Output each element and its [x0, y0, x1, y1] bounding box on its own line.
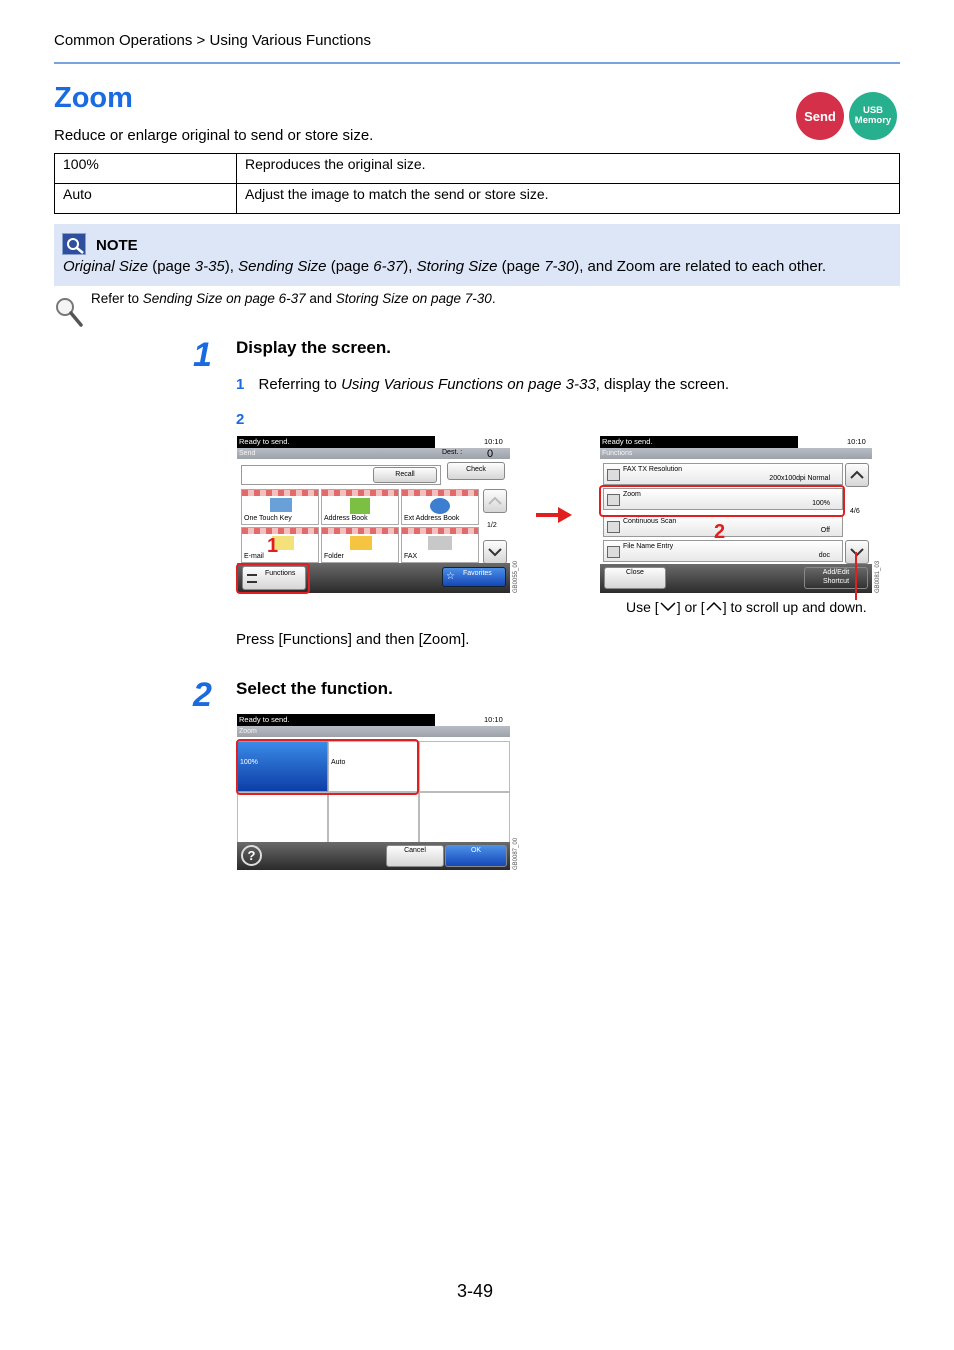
zoom-options-callout-box — [236, 739, 419, 795]
scroll-up-button[interactable] — [483, 489, 507, 513]
ref-suffix: . — [491, 291, 496, 306]
file-name-icon — [607, 546, 620, 558]
usb-badge-line2: Memory — [854, 115, 892, 126]
figure-code: GB0081_03 — [875, 560, 881, 593]
add-edit-line1: Add/Edit — [822, 569, 850, 576]
tile-label: Address Book — [324, 515, 368, 522]
row-value: 200x100dpi Normal — [769, 475, 830, 482]
description-cell: Adjust the image to match the send or store size. — [237, 184, 900, 214]
note-text-part: ), — [224, 258, 239, 275]
chevron-down-icon — [659, 600, 677, 612]
empty-option — [237, 792, 328, 843]
tile-label: Folder — [324, 553, 344, 560]
note-ref-page: 6-37 — [373, 258, 404, 275]
fax-icon — [428, 536, 452, 550]
ref-prefix: Refer to — [91, 291, 143, 306]
note-heading: NOTE — [96, 237, 138, 254]
dest-label: Dest. : — [442, 449, 463, 456]
add-edit-shortcut-button[interactable] — [804, 567, 868, 589]
header-rule — [54, 62, 900, 64]
favorites-button[interactable] — [442, 567, 506, 587]
help-icon[interactable]: ? — [241, 845, 262, 866]
sub1-prefix: Referring to — [258, 376, 342, 393]
row-name: FAX TX Resolution — [623, 466, 683, 473]
screen-title: Send — [237, 448, 510, 459]
functions-callout-box — [236, 563, 310, 594]
scroll-note-mid: ] or [ — [676, 599, 705, 615]
address-book-tile[interactable] — [321, 489, 399, 525]
zoom-callout-box — [599, 485, 845, 517]
status-bar: Ready to send. — [600, 436, 798, 448]
options-table — [54, 153, 900, 214]
globe-icon — [430, 498, 450, 514]
add-edit-line2: Shortcut — [822, 578, 850, 585]
row-name: Zoom — [623, 491, 641, 498]
chevron-up-icon — [484, 490, 506, 512]
step-2-heading: Select the function. — [236, 679, 393, 698]
scroll-note-prefix: Use [ — [626, 599, 659, 615]
usb-badge-line1: USB — [862, 105, 884, 116]
sub1-suffix: , display the screen. — [595, 376, 730, 393]
star-icon: ☆ — [446, 571, 455, 582]
note-text-part: ), — [403, 258, 417, 275]
note-ref-storing-size: Storing Size — [416, 258, 498, 275]
clock: 10:10 — [484, 715, 503, 724]
page-number: 3-49 — [457, 1281, 494, 1301]
note-text-part: (page — [326, 258, 374, 275]
screen-title: Functions — [600, 448, 872, 459]
dpi-icon — [607, 469, 620, 481]
page-indicator: 4/6 — [850, 508, 860, 515]
scroll-down-button[interactable] — [483, 540, 507, 564]
tile-label: One Touch Key — [244, 515, 292, 522]
note-text-part: ), and Zoom are related to each other. — [574, 258, 827, 275]
folder-tile[interactable] — [321, 527, 399, 563]
clock: 10:10 — [484, 437, 503, 446]
tile-label: Ext Address Book — [404, 515, 460, 522]
step-1-sub1 — [236, 376, 729, 393]
cancel-button[interactable]: Cancel — [386, 845, 444, 867]
empty-option — [419, 741, 510, 792]
dest-count: 0 — [487, 448, 494, 460]
address-book-icon — [350, 498, 370, 514]
note-ref-sending-size: Sending Size — [238, 258, 327, 275]
chevron-down-icon — [846, 541, 868, 563]
tile-label: FAX — [404, 553, 418, 560]
fax-tile[interactable] — [401, 527, 479, 563]
sub1-link[interactable]: Using Various Functions on page 3-33 — [341, 376, 596, 393]
row-value: 100% — [812, 500, 830, 507]
status-bar: Ready to send. — [237, 714, 435, 726]
row-name: File Name Entry — [623, 543, 674, 550]
ok-button[interactable]: OK — [445, 845, 507, 867]
screen-title: Zoom — [237, 726, 510, 737]
folder-icon — [350, 536, 372, 550]
ext-address-book-tile[interactable] — [401, 489, 479, 525]
note-ref-original-size: Original Size — [63, 258, 149, 275]
figure-code: GB0055_00 — [513, 560, 519, 593]
option-cell: 100% — [55, 154, 237, 184]
chevron-up-icon — [705, 600, 723, 612]
description-cell: Reproduces the original size. — [237, 154, 900, 184]
callout-number-1: 1 — [267, 535, 279, 557]
note-box — [54, 224, 900, 286]
step-1-heading: Display the screen. — [236, 338, 391, 357]
ref-mid: and — [305, 291, 336, 306]
status-bar: Ready to send. — [237, 436, 435, 448]
page-indicator: 1/2 — [487, 522, 497, 529]
send-badge: Send — [796, 92, 844, 140]
scroll-note-suffix: ] to scroll up and down. — [722, 599, 867, 615]
close-button[interactable]: Close — [604, 567, 666, 589]
continuous-scan-icon — [607, 521, 620, 533]
step-1-number: 1 — [193, 336, 212, 374]
fax-tx-resolution-row[interactable] — [603, 463, 843, 485]
row-value: Off — [820, 527, 830, 534]
note-text — [63, 258, 826, 275]
callout-leader-line — [855, 552, 857, 600]
magnifier-icon — [54, 296, 84, 333]
option-label: Auto — [331, 759, 346, 766]
usb-memory-badge — [849, 92, 897, 140]
row-value: doc — [818, 552, 830, 559]
clock: 10:10 — [847, 437, 866, 446]
sub-step-2-number: 2 — [236, 411, 245, 428]
tile-label: E-mail — [244, 553, 264, 560]
table-row — [55, 154, 900, 184]
ref-link-storing-size[interactable]: Storing Size on page 7-30 — [335, 291, 492, 306]
note-ref-page: 7-30 — [544, 258, 575, 275]
option-cell: Auto — [55, 184, 237, 214]
step-2-number: 2 — [193, 676, 212, 714]
sub-step-number: 1 — [236, 376, 245, 393]
empty-option — [419, 792, 510, 843]
arrow-right-icon — [534, 505, 574, 525]
scroll-down-button[interactable] — [845, 540, 869, 564]
one-touch-key-tile[interactable] — [241, 489, 319, 525]
chevron-up-icon — [846, 464, 868, 486]
table-row — [55, 184, 900, 214]
note-text-part: (page — [148, 258, 195, 275]
scroll-note — [626, 599, 867, 615]
option-label: 100% — [240, 759, 258, 766]
empty-option — [328, 792, 419, 843]
breadcrumb: Common Operations > Using Various Functions — [54, 32, 371, 49]
figure-code: GB0087_00 — [513, 837, 519, 870]
reference-text — [91, 291, 496, 306]
recall-button[interactable]: Recall — [373, 467, 437, 483]
chevron-down-icon — [484, 541, 506, 563]
note-ref-page: 3-35 — [194, 258, 225, 275]
check-button[interactable]: Check — [447, 462, 505, 480]
favorites-label: Favorites — [463, 570, 492, 577]
scroll-up-button[interactable] — [845, 463, 869, 487]
email-tile[interactable] — [241, 527, 319, 563]
page-title: Zoom — [54, 82, 133, 114]
note-text-part: (page — [497, 258, 545, 275]
ref-link-sending-size[interactable]: Sending Size on page 6-37 — [142, 291, 306, 306]
one-touch-key-icon — [270, 498, 292, 512]
callout-number-2: 2 — [714, 521, 726, 543]
page-subtitle: Reduce or enlarge original to send or store size. — [54, 127, 374, 144]
row-name: Continuous Scan — [623, 518, 677, 525]
functions-label: Functions — [265, 570, 296, 577]
step-1-caption: Press [Functions] and then [Zoom]. — [236, 631, 470, 648]
note-icon — [62, 233, 86, 255]
